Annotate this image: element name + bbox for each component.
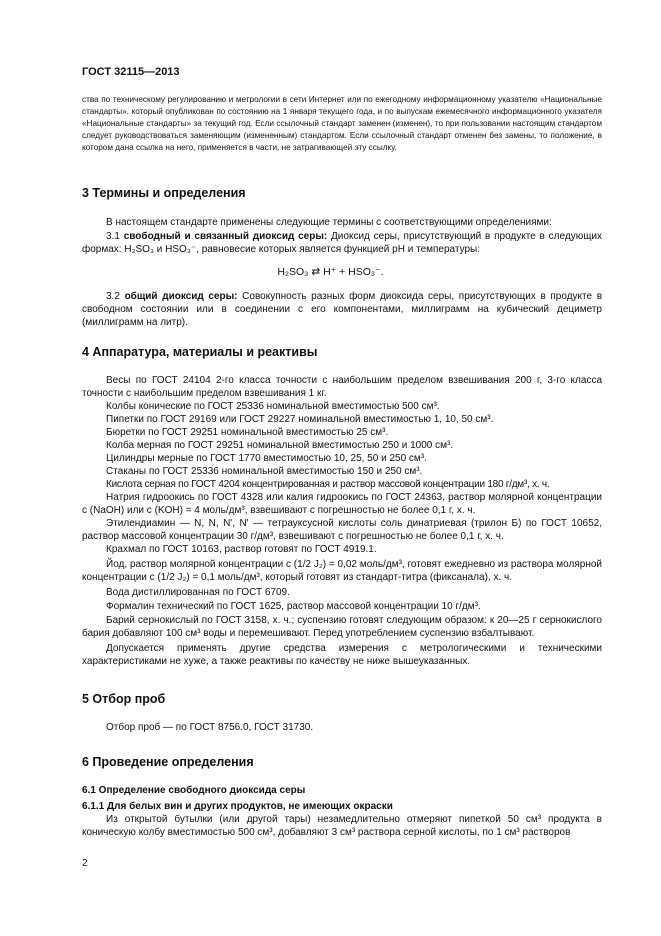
formalin-item: Формалин технический по ГОСТ 1625, раствор массовой концентрации 10 г/дм³. — [106, 601, 481, 612]
equilibrium-formula: H₂SO₃ ⇄ H⁺ + HSO₃⁻. — [277, 266, 384, 278]
iodine-paragraph: Йод, раствор молярной концентрации c (1/2 J₂) = 0,02 моль/дм³, готовят ежедневно из раствора молярной концентрации c (1/2 J₂) = 0,1 моль/дм³, который готовят из стандарт-титра (фиксанала), х. ч. — [82, 559, 602, 583]
section-3-intro: В настоящем стандарте применены следующие термины с соответствующими определениями: — [106, 217, 552, 228]
equipment-item: Кислота серная по ГОСТ 4204 концентрированная и раствор массовой концентрации 180 г/дм³, х. ч. — [106, 479, 550, 490]
equipment-item: Бюретки по ГОСТ 29251 номинальной вместимостью 25 см³. — [106, 427, 389, 438]
edta-paragraph: Этилендиамин — N, N, N', N' — тетрауксусной кислоты соль динатриевая (трилон Б) по ГОСТ 10652, раствор массовой концентрации 30 г/дм³, взвешивают с погрешностью не более 0,1 г, х. ч. — [82, 518, 602, 542]
section-6-title: 6 Проведение определения — [82, 755, 254, 769]
equipment-item: Колба мерная по ГОСТ 29251 номинальной вместимостью 250 и 1000 см³. — [106, 440, 454, 451]
term-3-1-term: свободный и связанный диоксид серы: — [123, 231, 328, 242]
term-3-2-term: общий диоксид серы: — [124, 291, 238, 302]
section-4-title: 4 Аппаратура, материалы и реактивы — [82, 345, 318, 359]
allowed-paragraph: Допускается применять другие средства измерения с метрологическими и техническими характеристиками не хуже, а также реактивы по качеству не ниже вышеуказанных. — [82, 643, 602, 667]
section-5-title: 5 Отбор проб — [82, 692, 166, 706]
term-3-1-number: 3.1 — [106, 231, 120, 242]
section-6-paragraph: Из открытой бутылки (или другой тары) незамедлительно отмеряют пипеткой 50 см³ продукта в коническую колбу вместимостью 500 см³, добавляют 3 см³ раствора серной кислоты, по 1 см³ растворов — [82, 814, 602, 838]
barium-paragraph: Барий сернокислый по ГОСТ 3158, х. ч.; суспензию готовят следующим образом: к 20—25 г сернокислого бария добавляют 100 см³ воды и перемешивают. Перед употреблением суспензию взбалтывают. — [82, 615, 602, 639]
section-3-title: 3 Термины и определения — [82, 186, 246, 200]
equipment-item: Пипетки по ГОСТ 29169 или ГОСТ 29227 номинальной вместимостью 1, 10, 50 см³. — [106, 414, 494, 425]
document-header: ГОСТ 32115—2013 — [82, 66, 180, 78]
water-item: Вода дистиллированная по ГОСТ 6709. — [106, 587, 290, 598]
equipment-item: Цилиндры мерные по ГОСТ 1770 вместимостью 10, 25, 50 и 250 см³. — [106, 453, 427, 464]
starch-item: Крахмал по ГОСТ 10163, раствор готовят по ГОСТ 4919.1. — [106, 544, 377, 555]
subsection-6-1-title: 6.1 Определение свободного диоксида серы — [82, 785, 306, 796]
intro-paragraph: ства по техническому регулированию и метрологии в сети Интернет или по ежегодному информационному указателю «Национальные стандарты», который опубликован по состоянию на 1 января текущего года, и по выпускам ежемесячного информационного указателя «Национальные стандарты» за текущий год. Если ссылочный стандарт заменен (изменен), то при пользовании настоящим стандартом следует руководствоваться заменяющим (измененным) стандартом. Если ссылочный стандарт отменен без замены, то положение, в котором дана ссылка на него, применяется в части, не затрагивающей эту ссылку. — [82, 95, 602, 153]
scales-paragraph: Весы по ГОСТ 24104 2-го класса точности с наибольшим пределом взвешивания 200 г, 3-го класса точности с наибольшим пределом взвешивания 1 кг. — [82, 375, 602, 399]
term-3-2-definition: Совокупность разных форм диоксида серы, присутствующих в продукте в свободном состоянии или в соединении с его компонентами, миллиграмм на кубический дециметр (миллиграмм на литр). — [82, 291, 603, 328]
term-3-2 — [82, 290, 602, 329]
naoh-paragraph: Натрия гидроокись по ГОСТ 4328 или калия гидроокись по ГОСТ 24363, раствор молярной концентрации c (NaOH) или c (KOH) = 4 моль/дм³, взвешивают с погрешностью не более 0,1 г, х. ч. — [82, 492, 602, 516]
page-number: 2 — [82, 858, 88, 869]
equipment-item: Стаканы по ГОСТ 25336 номинальной вместимостью 150 и 250 см³. — [106, 466, 423, 477]
section-5-text: Отбор проб — по ГОСТ 8756.0, ГОСТ 31730. — [106, 722, 314, 733]
subsection-6-1-1-title: 6.1.1 Для белых вин и других продуктов, не имеющих окраски — [82, 801, 393, 812]
term-3-1 — [82, 230, 602, 256]
term-3-1-definition: Диоксид серы, присутствующий в продукте в следующих формах: H₂SO₃ и HSO₃⁻, равновесие которых является функцией pH и температуры: — [82, 231, 603, 255]
equipment-item: Колбы конические по ГОСТ 25336 номинальной вместимостью 500 см³. — [106, 401, 440, 412]
term-3-2-number: 3.2 — [106, 291, 120, 302]
